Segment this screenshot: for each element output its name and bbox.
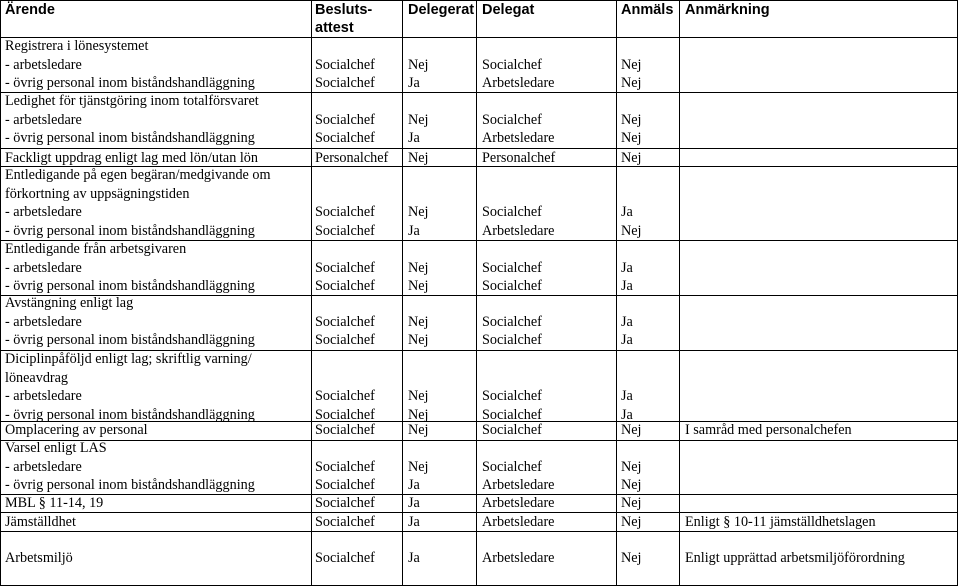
table-cell-anmals	[621, 149, 642, 168]
cell-line: Arbetsmiljö	[5, 550, 73, 566]
column-rule	[0, 0, 1, 586]
table-cell-delegerat	[408, 294, 429, 350]
cell-line: Nej	[408, 150, 429, 166]
table-cell-delegat	[482, 350, 542, 424]
table-cell-beslutsattest	[315, 549, 375, 568]
table-cell-delegat	[482, 549, 554, 568]
table-cell-arende	[5, 513, 76, 532]
cell-line	[408, 350, 429, 369]
table-cell-delegerat	[408, 92, 429, 148]
table-cell-beslutsattest	[315, 513, 375, 532]
cell-line: Registrera i lönesystemet	[5, 38, 149, 54]
table-cell-anmals	[621, 166, 642, 240]
table-cell-delegat	[482, 92, 554, 148]
cell-line: Socialchef	[482, 332, 542, 348]
table-cell-arende	[5, 240, 255, 296]
cell-line	[482, 92, 554, 111]
cell-line: Arbetsledare	[482, 495, 555, 511]
cell-line: Socialchef	[482, 422, 542, 438]
table-cell-delegerat	[408, 166, 429, 240]
cell-line	[482, 350, 542, 369]
cell-line: Socialchef	[315, 388, 375, 404]
cell-line: förkortning av uppsägningstiden	[5, 185, 190, 202]
cell-line: Nej	[621, 495, 642, 511]
cell-line	[482, 439, 554, 458]
cell-line: Nej	[621, 477, 642, 493]
cell-line	[408, 369, 429, 388]
cell-line	[621, 37, 642, 56]
table-cell-delegat	[482, 37, 554, 93]
table-cell-delegerat	[408, 494, 420, 513]
cell-line: Enligt § 10-11 jämställdhetslagen	[685, 514, 876, 530]
cell-line	[315, 240, 375, 259]
cell-line: Nej	[621, 130, 642, 146]
cell-line: - övrig personal inom biståndshandläggning	[5, 222, 255, 239]
cell-line: Ja	[621, 204, 633, 220]
cell-line	[315, 92, 375, 111]
table-cell-delegat	[482, 166, 554, 240]
cell-line: - övrig personal inom biståndshandläggning	[5, 278, 255, 294]
cell-line	[482, 294, 542, 313]
table-cell-arende	[5, 37, 255, 93]
header-anmals	[621, 1, 673, 19]
cell-line	[315, 439, 375, 458]
cell-line: Nej	[408, 313, 429, 330]
cell-line: Nej	[408, 422, 429, 438]
table-cell-delegerat	[408, 37, 429, 93]
cell-line: Socialchef	[315, 514, 375, 530]
cell-line: - arbetsledare	[5, 313, 82, 330]
cell-line: Nej	[621, 111, 642, 128]
column-rule	[402, 0, 403, 586]
cell-line: Arbetsledare	[482, 222, 555, 239]
table-cell-beslutsattest	[315, 494, 375, 513]
header-line: Besluts-	[315, 2, 373, 18]
cell-line: Ja	[408, 495, 420, 511]
cell-line: Socialchef	[315, 422, 375, 438]
cell-line: - övrig personal inom biståndshandläggning	[5, 130, 255, 146]
table-cell-anmarkning	[685, 421, 852, 440]
table-cell-beslutsattest	[315, 92, 375, 148]
cell-line	[482, 240, 542, 259]
table-cell-delegerat	[408, 149, 429, 168]
cell-line	[408, 37, 429, 56]
table-rule	[0, 585, 958, 586]
header-line: Anmärkning	[685, 2, 770, 18]
cell-line: Nej	[408, 56, 429, 73]
cell-line	[482, 166, 554, 185]
column-rule	[679, 0, 680, 586]
cell-line: Socialchef	[315, 406, 375, 423]
table-cell-arende	[5, 549, 73, 568]
cell-line: Nej	[621, 458, 642, 475]
cell-line	[315, 294, 375, 313]
header-line: attest	[315, 20, 354, 36]
table-cell-anmals	[621, 92, 642, 148]
cell-line: Jämställdhet	[5, 514, 76, 530]
cell-line: Arbetsledare	[482, 75, 555, 91]
cell-line: Ja	[621, 259, 633, 276]
cell-line: Entledigande på egen begäran/medgivande om	[5, 167, 271, 183]
cell-line: Ja	[408, 477, 420, 493]
table-cell-arende	[5, 494, 103, 513]
table-cell-delegerat	[408, 240, 429, 296]
cell-line	[482, 185, 554, 204]
table-cell-delegerat	[408, 549, 420, 568]
cell-line	[621, 240, 633, 259]
cell-line	[408, 185, 429, 204]
table-cell-arende	[5, 149, 258, 168]
cell-line: Nej	[408, 458, 429, 475]
cell-line: löneavdrag	[5, 369, 69, 386]
cell-line: MBL § 11-14, 19	[5, 495, 104, 511]
cell-line: Avstängning enligt lag	[5, 295, 134, 311]
table-cell-delegat	[482, 240, 542, 296]
table-cell-anmals	[621, 240, 633, 296]
header-delegerat	[408, 1, 474, 19]
cell-line: Socialchef	[482, 278, 542, 294]
cell-line	[621, 369, 633, 388]
table-cell-beslutsattest	[315, 37, 375, 93]
table-cell-beslutsattest	[315, 294, 375, 350]
table-cell-delegat	[482, 421, 542, 440]
cell-line	[315, 37, 375, 56]
table-cell-anmarkning	[685, 549, 905, 568]
header-line: Delegat	[482, 2, 535, 18]
cell-line	[408, 240, 429, 259]
table-cell-anmals	[621, 513, 642, 532]
cell-line: Socialchef	[482, 458, 542, 475]
cell-line: Ledighet för tjänstgöring inom totalförsvaret	[5, 93, 259, 109]
cell-line: Diciplinpåföljd enligt lag; skriftlig varning/	[5, 351, 252, 367]
cell-line: Arbetsledare	[482, 550, 555, 566]
cell-line: Socialchef	[315, 111, 375, 128]
column-rule	[476, 0, 477, 586]
cell-line: Nej	[621, 514, 642, 530]
table-cell-anmals	[621, 439, 642, 495]
cell-line: Nej	[621, 56, 642, 73]
cell-line	[315, 185, 375, 204]
cell-line: - arbetsledare	[5, 111, 82, 128]
table-cell-beslutsattest	[315, 166, 375, 240]
cell-line: Ja	[621, 313, 633, 330]
cell-line: Nej	[621, 422, 642, 438]
table-cell-delegat	[482, 149, 555, 168]
table-cell-arende	[5, 92, 259, 148]
cell-line: Socialchef	[315, 278, 375, 294]
table-cell-delegat	[482, 439, 554, 495]
column-rule	[311, 0, 312, 586]
cell-line	[621, 166, 642, 185]
cell-line: Nej	[408, 388, 429, 404]
header-arende	[5, 1, 55, 19]
table-cell-arende	[5, 166, 271, 240]
cell-line: Socialchef	[315, 259, 375, 276]
cell-line: Socialchef	[315, 332, 375, 348]
table-cell-delegat	[482, 513, 554, 532]
cell-line: - arbetsledare	[5, 388, 82, 404]
table-cell-beslutsattest	[315, 421, 375, 440]
cell-line: Socialchef	[315, 75, 375, 91]
cell-line: Ja	[408, 514, 420, 530]
cell-line	[408, 439, 429, 458]
cell-line: Ja	[621, 332, 633, 348]
cell-line: Arbetsledare	[482, 477, 555, 493]
table-cell-anmals	[621, 549, 642, 568]
table-cell-arende	[5, 439, 255, 495]
cell-line: Ja	[408, 222, 420, 239]
table-cell-arende	[5, 350, 255, 424]
cell-line: - arbetsledare	[5, 204, 82, 220]
cell-line: - övrig personal inom biståndshandläggning	[5, 406, 255, 423]
cell-line: Socialchef	[315, 56, 375, 73]
table-cell-delegerat	[408, 513, 420, 532]
header-delegat	[482, 1, 534, 19]
cell-line	[621, 350, 633, 369]
header-beslutsattest	[315, 1, 372, 37]
table-cell-delegat	[482, 294, 542, 350]
cell-line	[408, 294, 429, 313]
cell-line: - övrig personal inom biståndshandläggning	[5, 477, 255, 493]
cell-line	[621, 185, 642, 204]
cell-line: Socialchef	[315, 222, 375, 239]
header-line: Delegerat	[408, 2, 475, 18]
cell-line: Enligt upprättad arbetsmiljöförordning	[685, 550, 905, 566]
table-cell-anmals	[621, 421, 642, 440]
header-line: Ärende	[5, 2, 55, 18]
cell-line: Arbetsledare	[482, 130, 555, 146]
cell-line: Socialchef	[315, 550, 375, 566]
cell-line: - övrig personal inom biståndshandläggning	[5, 332, 255, 348]
cell-line: Nej	[621, 222, 642, 239]
cell-line: Nej	[408, 406, 429, 423]
cell-line: Socialchef	[315, 130, 375, 146]
table-cell-delegerat	[408, 439, 429, 495]
header-anmarkning	[685, 1, 770, 19]
column-rule	[957, 0, 958, 586]
cell-line: Socialchef	[315, 477, 375, 493]
cell-line: Socialchef	[315, 204, 375, 220]
table-cell-beslutsattest	[315, 350, 375, 424]
cell-line	[621, 92, 642, 111]
cell-line	[408, 166, 429, 185]
cell-line: - arbetsledare	[5, 458, 82, 475]
cell-line: Socialchef	[482, 204, 542, 220]
table-cell-anmals	[621, 294, 633, 350]
table-cell-arende	[5, 421, 148, 440]
cell-line	[315, 350, 375, 369]
cell-line: Personalchef	[315, 150, 389, 166]
cell-line: Ja	[621, 278, 633, 294]
cell-line: Omplacering av personal	[5, 422, 148, 438]
table-cell-beslutsattest	[315, 240, 375, 296]
cell-line	[315, 369, 375, 388]
header-line: Anmäls	[621, 2, 674, 18]
cell-line	[408, 92, 429, 111]
cell-line: Nej	[621, 75, 642, 91]
cell-line: Ja	[621, 388, 633, 404]
cell-line: Nej	[408, 332, 429, 348]
cell-line: Ja	[408, 130, 420, 146]
table-cell-anmarkning	[685, 513, 876, 532]
table-rule	[0, 0, 958, 1]
cell-line: Socialchef	[482, 56, 542, 73]
cell-line: Nej	[408, 259, 429, 276]
cell-line: Arbetsledare	[482, 514, 555, 530]
column-rule	[616, 0, 617, 586]
cell-line: Personalchef	[482, 150, 556, 166]
cell-line: Socialchef	[482, 313, 542, 330]
cell-line	[315, 166, 375, 185]
cell-line: - arbetsledare	[5, 56, 82, 73]
cell-line: Socialchef	[482, 406, 542, 423]
cell-line: - arbetsledare	[5, 259, 82, 276]
cell-line: Nej	[408, 278, 429, 294]
cell-line: Varsel enligt LAS	[5, 440, 107, 456]
table-cell-arende	[5, 294, 255, 350]
cell-line: Ja	[408, 75, 420, 91]
cell-line: Socialchef	[315, 495, 375, 511]
table-cell-beslutsattest	[315, 439, 375, 495]
table-cell-delegat	[482, 494, 554, 513]
cell-line: Ja	[408, 550, 420, 566]
cell-line: Nej	[408, 204, 429, 220]
cell-line: Ja	[621, 406, 633, 423]
cell-line	[621, 294, 633, 313]
cell-line: Socialchef	[482, 259, 542, 276]
cell-line: Socialchef	[482, 388, 542, 404]
cell-line: Socialchef	[482, 111, 542, 128]
cell-line	[621, 439, 642, 458]
cell-line: Nej	[621, 550, 642, 566]
table-cell-anmals	[621, 494, 642, 513]
cell-line	[482, 369, 542, 388]
cell-line: Socialchef	[315, 313, 375, 330]
table-cell-delegerat	[408, 350, 429, 424]
cell-line: Nej	[408, 111, 429, 128]
table-cell-beslutsattest	[315, 149, 388, 168]
cell-line: Nej	[621, 150, 642, 166]
cell-line: Entledigande från arbetsgivaren	[5, 241, 187, 257]
table-cell-delegerat	[408, 421, 429, 440]
cell-line: Socialchef	[315, 458, 375, 475]
cell-line: - övrig personal inom biståndshandläggning	[5, 75, 255, 91]
cell-line: I samråd med personalchefen	[685, 422, 852, 438]
cell-line: Fackligt uppdrag enligt lag med lön/utan lön	[5, 150, 258, 166]
table-cell-anmals	[621, 37, 642, 93]
table-cell-anmals	[621, 350, 633, 424]
cell-line	[482, 37, 554, 56]
